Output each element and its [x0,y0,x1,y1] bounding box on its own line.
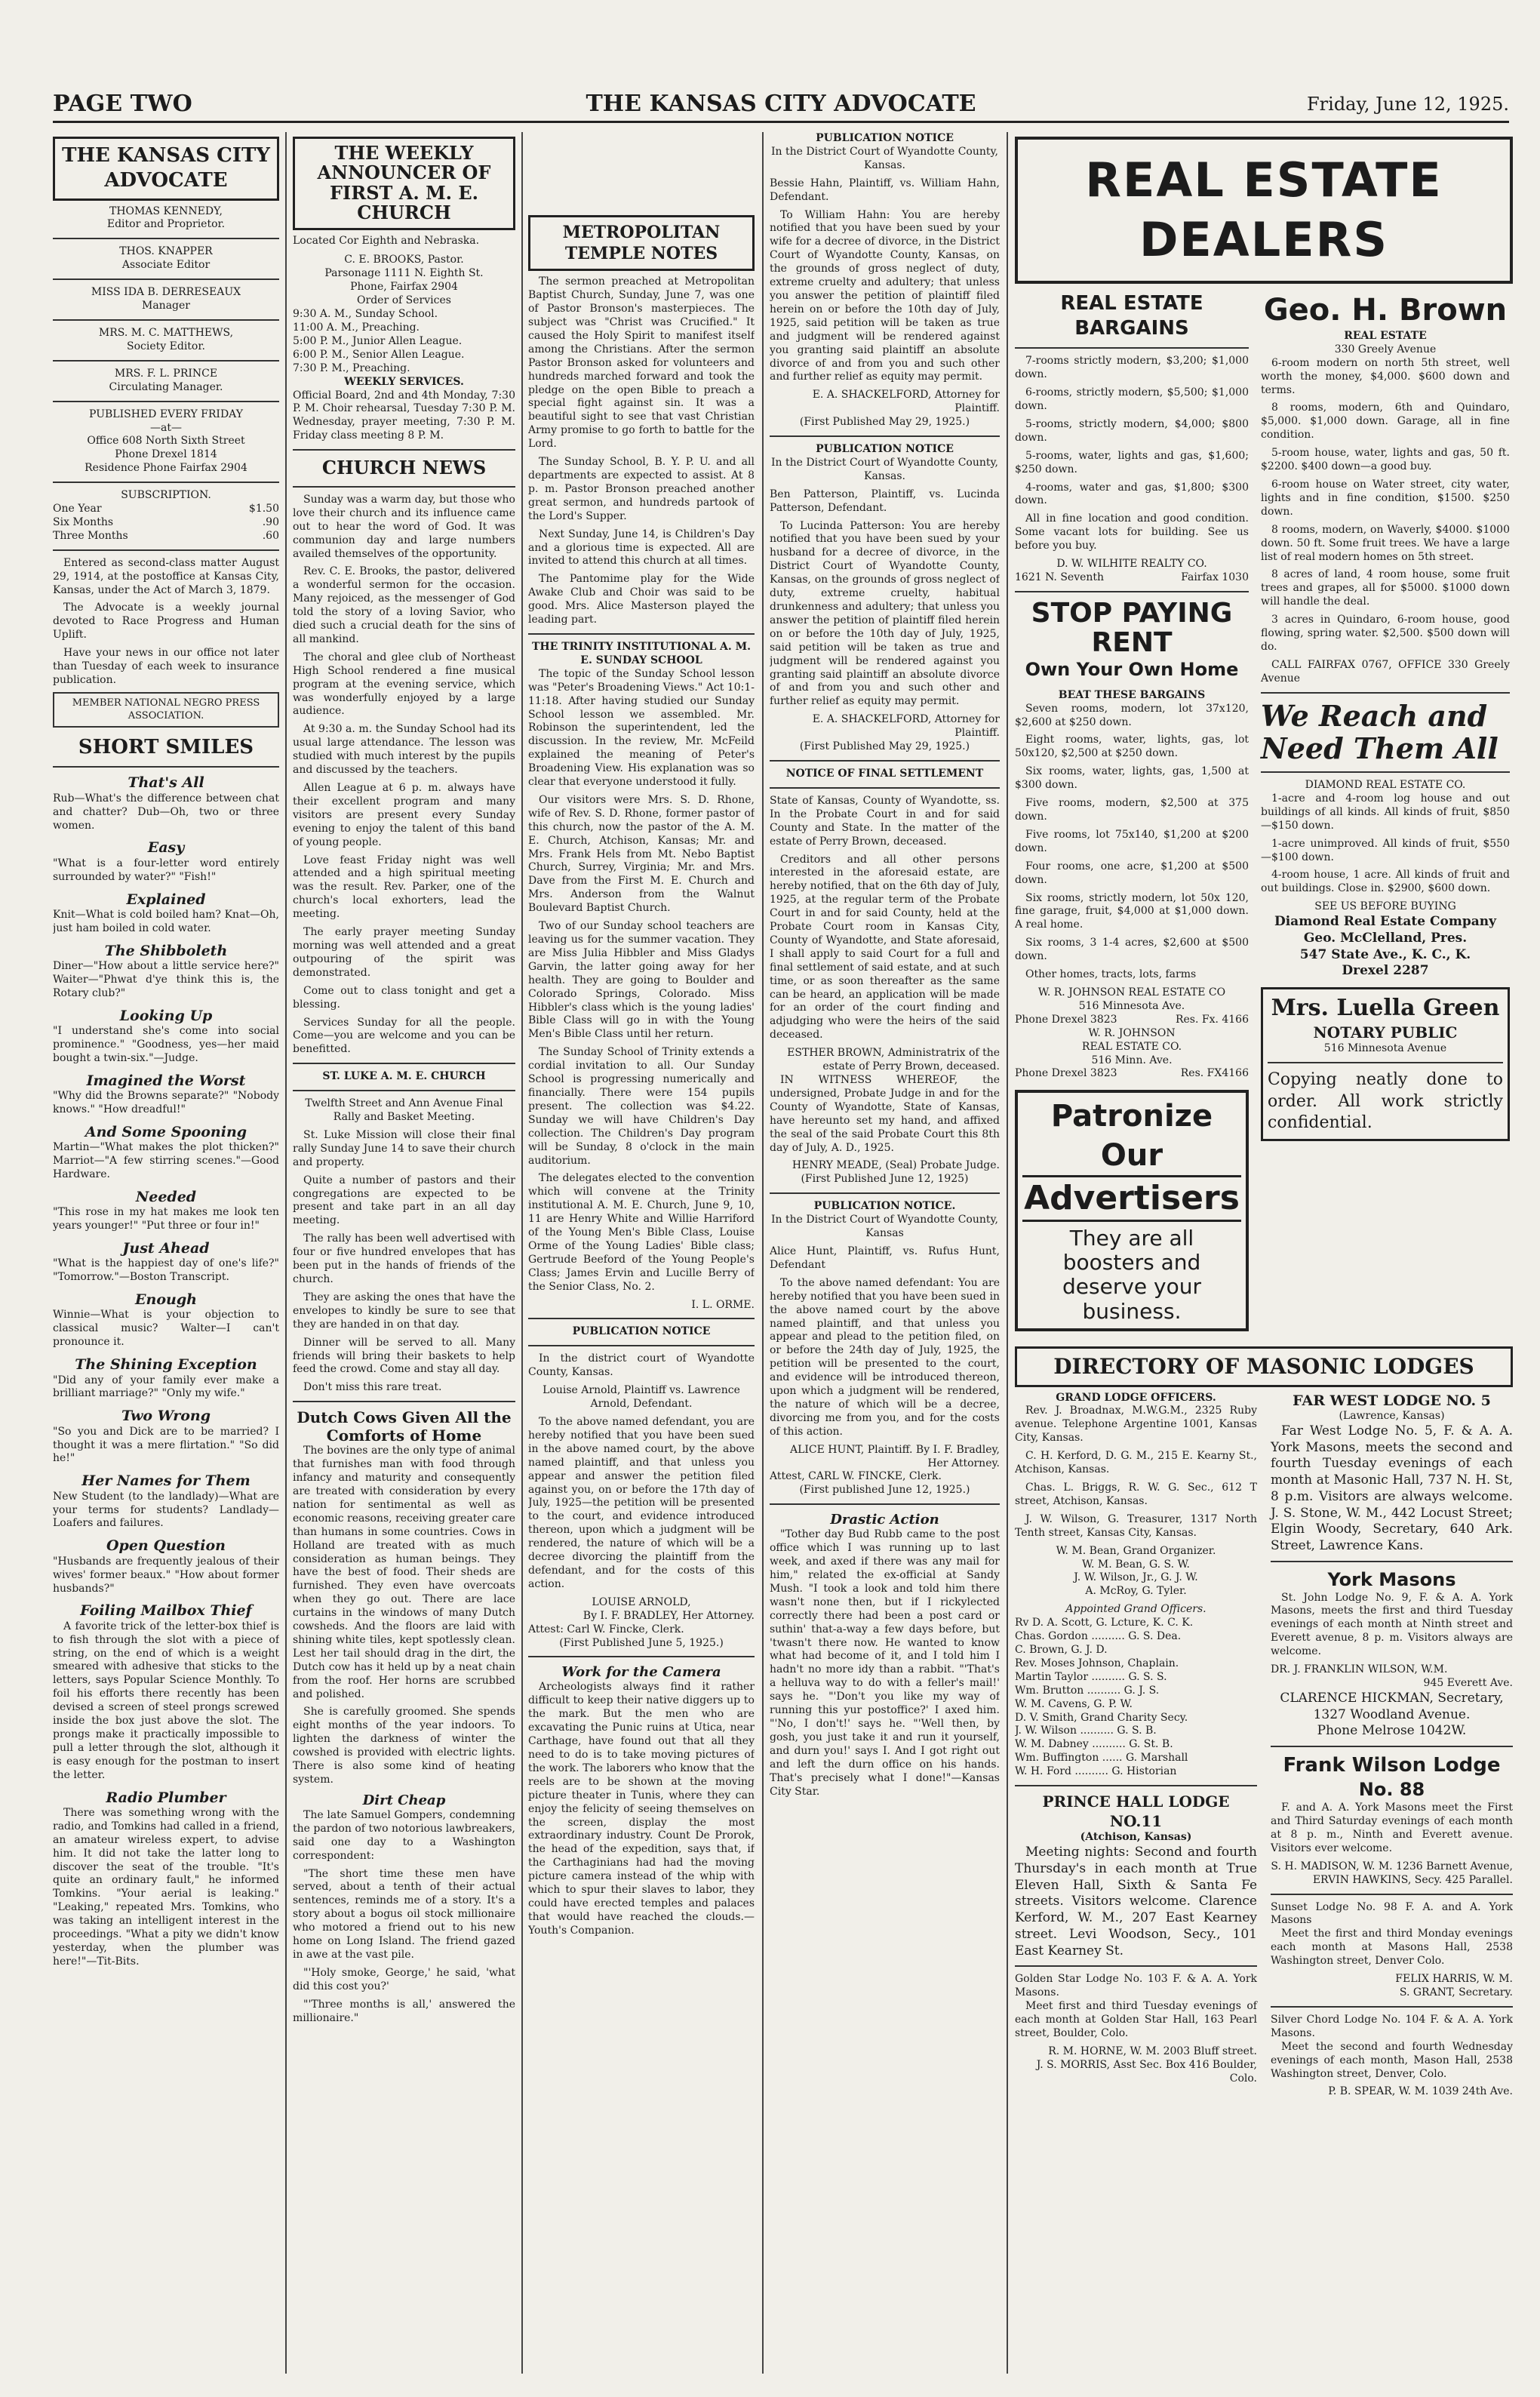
lodges-column: FAR WEST LODGE NO. 5 (Lawrence, Kansas) Far West Lodge No. 5, F. & A. A. York Masons, meets the second and fourth Tuesday evenings of each month at Masonic Hall, 737 N. H. St, 8 p.m. Visitors are always welcome. J. S. Stone, W. M., 442 Locust Street; Elgin Woody, Secretary, 640 Ark. Street, Lawrence Kans. York Masons St. John Lodge No. 9, F. & A. A. York Masons, meets the first and third Tuesday evenings of each month at Ninth street and Everett avenue, 8 p. m. Visitors always are welcome. DR. J. FRANKLIN WILSON, W.M. 945 Everett Ave. CLARENCE HICKMAN, Secretary, 1327 Woodland Avenue. Phone Melrose 1042W. Frank Wilson Lodge No. 88 F. and A. A. York Masons meet the First and Third Saturday evenings of each month at 8 p. m., Ninth and Everett avenue. Visitors ever welcome. S. H. MADISON, W. M. 1236 Barnett Avenue, ERVIN HAWKINS, Secy. 425 Parallel. Sunset Lodge No. 98 F. A. and A. York Masons Meet the first and third Monday evenings each month at Masons Hall, 2538 Washington street, Denver Colo. FELIX HARRIS, W. M. S. GRANT, Secretary. Silver Chord Lodge No. 104 F. & A. A. York Masons. Meet the second and fourth Wednesday evenings of each month, Mason Hall, 2538 Washington street, Denver, Colo. P. B. SPEAR, W. M. 1039 24th Ave. [1271,1392,1513,2098]
masonic-banner: DIRECTORY OF MASONIC LODGES [1015,1346,1513,1387]
column-rule [1007,132,1008,2374]
reach-head: We Reach and Need Them All [1261,698,1499,766]
service-list: 9:30 A. M., Sunday School. 11:00 A. M., Preaching. 5:00 P. M., Junior Allen League. 6:00 P. M., Senior Allen League. 7:30 P. M., Preaching. [293,308,465,374]
luke-news: St. Luke Mission will close their final rally Sunday June 14 to save their church and property. Quite a number of pastors and their congregations are expected to be present and take part in an all day meeting. The rally has been well advertised with four or five hundred envelopes that has been put in the hands of friends of the church. They are asking the ones that have the envelopes to kindly be sure to see that they are handed in on that day. Dinner will be served to all. Many friends will bring their baskets to help feed the crowd. Come and stay all day. Don't miss this rare treat. [293,1128,515,1394]
patronize-ad: Patronize Our Advertisers They are all boosters and deserve your business. [1015,1090,1249,1331]
notary-ad: Mrs. Luella Green NOTARY PUBLIC 516 Minnesota Avenue Copying neatly done to order. All work strictly confidential. [1261,987,1510,1141]
issue-date: Friday, June 12, 1925. [1307,94,1509,115]
brown-head: Geo. H. Brown [1263,292,1508,328]
dirt-head: Dirt Cheap [362,1792,446,1808]
brown-column: Geo. H. Brown REAL ESTATE 330 Greely Avenue 6-room modern on north 5th street, well worth the money, $4,000. $600 down and terms. 8 rooms, modern, 6th and Quindaro, $5,000. $1,000 down. Garage, all in fine condition. 5-room house, water, lights and gas, 50 ft. $2200. $400 down—a good buy. 6-room house on Water street, city water, lights and in fine condition, $1500. $250 down. 8 rooms, modern, on Waverly, $4000. $1000 down. 50 ft. Some fruit trees. We have a large list of real modern homes on 5th street. 8 acres of land, 4 room house, some fruit trees and grapes, all for $5000. $1000 down will handle the deal. 3 acres in Quindaro, 6-room house, good flowing, spring water. $2,500. $500 down will do. CALL FAIRFAX 0767, OFFICE 330 Greely Avenue We Reach and Need Them All DIAMOND REAL ESTATE CO. 1-acre and 4-room log house and out buildings of all kinds. All kinds of fruit, $850—$150 down. 1-acre unimproved. All kinds of fruit, $550—$100 down. 4-room house, 1 acre. All kinds of fruit and out buildings. Close in. $2900, $600 down. SEE US BEFORE BUYING Diamond Real Estate Company Geo. McClelland, Pres. 547 State Ave., K. C., K. Drexel 2287 Mrs. Luella Green NOTARY PUBLIC 516 Minnesota Avenue Copying neatly done to order. All work strictly confidential. [1261,291,1510,1336]
column-4: PUBLICATION NOTICE In the District Court of Wyandotte County, Kansas. Bessie Hahn, Plaintiff, vs. William Hahn, Defendant. To William Hahn: You are hereby notified that you have been sued by your wife for a decree of divorce, in the District Court of Wyandotte County, Kansas, on the grounds of gross neglect of duty, extreme cruelty and adultery; that unless you answer the petition of plaintiff filed herein on or before the 10th day of July, 1925, said petition will be taken as true and judgment will be rendered against you granting said plaintiff an absolute divorce of and from you and such other and further relief as equity may permit. E. A. SHACKELFORD, Attorney for Plaintiff. (First Published May 29, 1925.) PUBLICATION NOTICE In the District Court of Wyandotte County, Kansas. Ben Patterson, Plaintiff, vs. Lucinda Patterson, Defendant. To Lucinda Patterson: You are hereby notified that you have been sued by your husband for a decree of divorce, in the District Court of Wyandotte County, Kansas, on the grounds of gross neglect of duty, extreme cruelty, habitual drunkenness and adultery; that unless you answer the petition of plaintiff filed herein on or before the 10th day of July, 1925, said petition will be taken as true and judgment will be rendered against you granting said plaintiff an absolute divorce of and from you and such other and further relief as equity may permit. E. A. SHACKELFORD, Attorney for Plaintiff. (First Published May 29, 1925.) NOTICE OF FINAL SETTLEMENT State of Kansas, County of Wyandotte, ss. In the Probate Court in and for said County and State. In the matter of the estate of Perry Brown, deceased. Creditors and all other persons interested in the aforesaid estate, are hereby notified, that on the 6th day of July, 1925, at the regular term of the Probate Court in and for said County, held at the Probate Court room in Kansas City, County of Wyandotte, and State aforesaid, I shall apply to said Court for a full and final settlement of said estate, and at such time, or as soon thereafter as the same can be heard, an application will be made for an order of the court finding and adjudging who were the heirs of the said deceased. ESTHER BROWN, Administratrix of the estate of Perry Brown, deceased. IN WITNESS WHEREOF, the undersigned, Probate Judge in and for the County of Wyandotte, State of Kansas, have hereunto set my hand, and affixed the seal of the said Probate Court this 8th day of July, A. D., 1925. HENRY MEADE, (Seal) Probate Judge. (First Published June 12, 1925) PUBLICATION NOTICE. In the District Court of Wyandotte County, Kansas Alice Hunt, Plaintiff, vs. Rufus Hunt, Defendant To the above named defendant: You are hereby notified that you have been sued in the above named court by the above named plaintiff, and that unless you appear and plead to the petition filed, on or before the 24th day of July, 1925, the petition will be presented to the court, and evidence will be introduced thereon, upon which a judgment will be rendered, the nature of which will be a decree, divorcing me from you, and for the costs of this action. ALICE HUNT, Plaintiff. By I. F. Bradley, Her Attorney. Attest, CARL W. FINCKE, Clerk. (First published June 12, 1925.) Drastic Action "Tother day Bud Rubb came to the post office which I was running up to last week, and axed if there was any mail for him," related the ex-official at Sandy Mush. "I took a look and told him there wasn't none then, but if I rickylected correctly there had been a post card or suthin' that-a-way a few days before, but 'twasn't there now. He wanted to know what had become of it, and I told him I hadn't no more idy than a rabbit. "'That's a helluva way to do with a feller's mail!' says he. "'Don't you like my way of running this yur postoffice?' I axed him. "'No, I don't!' says he. "'Well then, by gosh, you just take it and run it yourself, and durn you!' says I. And I got right out and left the durn office on his hands. That's precisely what I done!"—Kansas City Star. [770,132,1000,1798]
masthead [53,91,1509,123]
metro-notes: The sermon preached at Metropolitan Baptist Church, Sunday, June 7, was one of Pastor Bronson's masterpieces. The subject was "Christ was Crucified." It caused the Holy Spirit to manifest itself among the Christians. After the sermon Pastor Bronson asked for volunteers and hundreds marched forward and took the pledge on the open Bible to preach a special fight against sin. It was a beautiful sight to see that vast Christian Army promise to go forth to battle for the Lord. The Sunday School, B. Y. P. U. and all departments are expected to assist. At 8 p. m. Pastor Bronson preached another great sermon, and hundreds partook of the Lord's Supper. Next Sunday, June 14, is Children's Day and a glorious time is expected. All are invited to attend this church at all times. The Pantomime play for the Wide Awake Club and Choir was said to be good. Mrs. Alice Masterson played the leading part. [528,275,755,626]
trinity-notes: The topic of the Sunday School lesson was "Peter's Broadening Views." Act 10:1-11:18. After having studied our Sunday School lesson we assembled. Mr. Robinson the superintendent, led the discussion. In the review, Mr. McFeild explained the meaning of Peter's Broadening View. His explanation was so clear that everyone understood it fully. Our visitors were Mrs. S. D. Rhone, wife of Rev. S. D. Rhone, former pastor of this church, now the pastor of the A. M. E. Church, Atchison, Kansas; Mr. and Mrs. Frank Hels from Mt. Nebo Baptist Church, Surrey, Virginia; Mr. and Mrs. Dave from the First M. E. Church and Mrs. Anderson from the Walnut Boulevard Baptist Church. Two of our Sunday school teachers are leaving us for the summer vacation. They are Miss Julia Hibbler and Miss Gladys Garvin, the latter going away for her health. They are going to Boulder and Colorado Springs, Colorado. Miss Hibbler's class which is the young ladies' Bible Class will go in with the Young Men's Bible Class until her return. The Sunday School of Trinity extends a cordial invitation to all. Our Sunday School is progressing numerically and financially. There were 154 pupils present. The collection was $4.22. Sunday we will have Children's Day collection. The Children's Day program will be Sunday, 8 o'clock in the main auditorium. The delegates elected to the convention which will convene at the Trinity institutional A. M. E. Church, June 9, 10, 11 are Henry White and Willie Harriford of the Young Men's Bible Class, Louise Orme of the Young Ladies' Bible class; Gertrude Beeford of the Young People's Class; James Ervin and Lucille Berry of the Senior Class, No. 2. [528,667,755,1293]
drastic-head: Drastic Action [830,1512,939,1528]
masonic-directory [1015,1392,1513,2100]
column-1 [53,132,279,2381]
weekly-services: Official Board, 2nd and 4th Monday, 7:30 P. M. Choir rehearsal, Tuesday 7:30 P. M. Wednesday, prayer meeting, 7:30 P. M. Friday class meeting 8 P. M. [293,389,515,442]
dirt-article: The late Samuel Gompers, condemning the pardon of two notorious lawbreakers, said one day to a Washington correspondent: "The short time these men have served, about a tenth of their actual sentences, reminds me of a story. It's a story about a bogus oil stock millionaire who motored a friend out to his new home on Long Island. The friend gazed in awe at the vast pile. "'Holy smoke, George,' he said, 'what did this cost you?' "'Three months is all,' answered the millionaire." [293,1808,515,2024]
page-number: PAGE TWO [53,91,192,117]
trinity-head: THE TRINITY INSTITUTIONAL A. M. E. SUNDAY SCHOOL [532,640,751,666]
staff-entry: MRS. F. L. PRINCE Circulating Manager. [109,367,223,393]
column-rule [285,132,287,2374]
publishing-info: PUBLISHED EVERY FRIDAY —at— Office 608 North Sixth Street Phone Drexel 1814 Residence Phone Fairfax 2904 [85,408,247,475]
real-estate-banner: REAL ESTATE DEALERS [1015,137,1513,284]
church-news: Sunday was a warm day, but those who love their church and its influence came out to hear the word of God. It was communion day and large numbers availed themselves of the opportunity. Rev. C. E. Brooks, the pastor, delivered a wonderful sermon for the occasion. Many rejoiced, as the messenger of God told the story of a loving Savior, who died such a crucial death for the sins of all mankind. The choral and glee club of Northeast High School rendered a fine musical program at the evening service, which was wonderfully enjoyed by a large audience. At 9:30 a. m. the Sunday School had its usual large attendance. The lesson was studied with much interest by the pupils and discussed by the teachers. Allen League at 6 p. m. always have their excellent program and many visitors are present every Sunday evening to enjoy the talent of this band of young people. Love feast Friday night was well attended and a high spiritual meeting was the result. Rev. Parker, one of the church's local exhorters, lead the meeting. The early prayer meeting Sunday morning was well attended and a great outpouring of the spirit was demonstrated. Come out to class tonight and get a blessing. Services Sunday for all the people. Come—you are welcome and you can be benefitted. [293,493,515,1056]
entered-note: Entered as second-class matter August 29, 1914, at the postoffice at Kansas City, Kansas, under the Act of March 3, 1879. [53,556,279,596]
staff-entry: MRS. M. C. MATTHEWS, Society Editor. [98,326,234,352]
staff-entry: MISS IDA B. DERRESEAUX Manager [91,286,241,312]
pastor-info: C. E. BROOKS, Pastor. Parsonage 1111 N. Eighth St. Phone, Fairfax 2904 Order of Services [324,254,484,307]
weekly-note: The Advocate is a weekly journal devoted to Race Progress and Human Uplift. [53,602,279,642]
news-note: Have your news in our office not later than Tuesday of each week to insurance publication. [53,647,279,686]
publication-notice-head: PUBLICATION NOTICE [572,1325,711,1338]
cows-article: The bovines are the only type of animal that furnishes man with food through infancy and maturity and consequently are treated with consideration by every nation for sentimental as well as economic reasons, receiving greater care than humans in some countries. Cows in Holland are treated with as much consideration as human beings. They have the best of food. Their sheds are furnished. They even have overcoats when they go out. There are lace curtains in the windows of many Dutch cowsheds. And the floors are laid with shining white tiles, kept spotlessly clean. Lest her tail should drag in the dirt, the Dutch cow has it held up by a neat chain from the roof. Her horns are scrubbed and polished. She is carefully groomed. She spends eight months of the year indoors. To lighten the darkness of winter the cowshed is provided with electric lights. There is also some kind of heating system. [293,1445,515,1786]
column-rule [521,132,523,2374]
subscription-table: One Year $1.50 Six Months .90 Three Months .60 [53,503,279,542]
real-estate-row [1015,291,1513,1336]
metro-box [528,215,755,271]
staff-entry: THOMAS KENNEDY, Editor and Proprietor. [106,205,226,231]
column-3: METROPOLITAN TEMPLE NOTES The sermon preached at Metropolitan Baptist Church, Sunday, June 7, was one of Pastor Bronson's masterpieces. The subject was "Christ was Crucified." It caused the Holy Spirit to manifest itself among the Christians. After the sermon Pastor Bronson asked for volunteers and hundreds marched forward and took the pledge on the open Bible to preach a special fight against sin. It was a beautiful sight to see that vast Christian Army promise to go forth to battle for the Lord. The Sunday School, B. Y. P. U. and all departments are expected to assist. At 8 p. m. Pastor Bronson preached another great sermon, and hundreds partook of the Lord's Supper. Next Sunday, June 14, is Children's Day and a glorious time is expected. All are invited to attend this church at all times. The Pantomime play for the Wide Awake Club and Choir was said to be good. Mrs. Alice Masterson played the leading part. THE TRINITY INSTITUTIONAL A. M. E. SUNDAY SCHOOL The topic of the Sunday School lesson was "Peter's Broadening Views." Act 10:1-11:18. After having studied our Sunday School lesson we assembled. Mr. Robinson the superintendent, led the discussion. In the review, Mr. McFeild explained the meaning of Peter's Broadening View. His explanation was so clear that everyone understood it fully. Our visitors were Mrs. S. D. Rhone, wife of Rev. S. D. Rhone, former pastor of this church, now the pastor of the A. M. E. Church, Atchison, Kansas; Mr. and Mrs. Frank Hels from Mt. Nebo Baptist Church, Surrey, Virginia; Mr. and Mrs. Dave from the First M. E. Church and Mrs. Anderson from the Walnut Boulevard Baptist Church. Two of our Sunday school teachers are leaving us for the summer vacation. They are Miss Julia Hibbler and Miss Gladys Garvin, the latter going away for her health. They are going to Boulder and Colorado Springs, Colorado. Miss Hibbler's class which is the young ladies' Bible Class will go in with the Young Men's Bible Class until her return. The Sunday School of Trinity extends a cordial invitation to all. Our Sunday School is progressing numerically and financially. There were 154 pupils present. The collection was $4.22. Sunday we will have Children's Day collection. The Children's Day program will be Sunday, 8 o'clock in the main auditorium. The delegates elected to the convention which will convene at the Trinity institutional A. M. E. Church, June 9, 10, 11 are Henry White and Willie Harriford of the Young Men's Bible Class, Louise Orme of the Young Ladies' Bible class; Gertrude Beeford of the Young People's Class; James Ervin and Lucille Berry of the Senior Class, No. 2. I. L. ORME. PUBLICATION NOTICE In the district court of Wyandotte County, Kansas. Louise Arnold, Plaintiff vs. Lawrence Arnold, Defendant. To the above named defendant, you are hereby notified that you have been sued in the above named court, by the above named plaintiff, and that unless you appear and answer the petition filed against you, on or before the 17th day of July, 1925—the petition will be presented to the court, and evidence introduced thereon, upon which a judgment will be rendered, the nature of which will be a decree divorcing the plaintiff from the defendant, and for the costs of this action. LOUISE ARNOLD, By I. F. BRADLEY, Her Attorney. Attest: Carl W. Fincke, Clerk. (First Published June 5, 1925.) Work for the Camera Archeologists always find it rather difficult to keep their native diggers up to the mark. But the men who are excavating the Punic ruins at Utica, near Carthage, have found out that all they need to do is to take moving pictures of the work. The laborers who know that the reels are to be shown at the moving picture theater in Tunis, where they can enjoy the felicity of seeing themselves on the screen, display the most extraordinary industry. Count De Prorok, the head of the expedition, says that, if the Carthaginians had had the moving picture camera instead of the whip with which to spur their slaves to labor, they could have erected temples and palaces that would have reached the clouds.—Youth's Companion. [528,132,755,2381]
stop-paying-head: STOP PAYING RENT [1031,597,1233,659]
short-smiles-head: SHORT SMILES [78,736,254,759]
grand-lodge-column: GRAND LODGE OFFICERS. Rev. J. Broadnax, M.W.G.M., 2325 Ruby avenue. Telephone Argentine 1001, Kansas City, Kansas. C. H. Kerford, D. G. M., 215 E. Kearny St., Atchison, Kansas. Chas. L. Briggs, R. W. G. Sec., 612 T street, Atchison, Kansas. J. W. Wilson, G. Treasurer, 1317 North Tenth street, Kansas City, Kansas. W. M. Bean, Grand Organizer. W. M. Bean, G. S. W. J. W. Wilson, Jr., G. J. W. A. McRoy, G. Tyler. Appointed Grand Officers. Rv D. A. Scott, G. Lcture, K. C. K. Chas. Gordon .......... G. S. Dea. C. Brown, G. J. D. Rev. Moses Johnson, Chaplain. Martin Taylor .......... G. S. S. Wm. Brutton .......... G. J. S. W. M. Cavens, G. P. W. D. V. Smith, Grand Charity Secy. J. W. Wilson .......... G. S. B. W. M. Dabney .......... G. St. B. Wm. Buffington ...... G. Marshall W. H. Ford .......... G. Historian PRINCE HALL LODGE NO.11 (Atchison, Kansas) Meeting nights: Second and fourth Thursday's in each month at True Eleven Hall, Sixth & Santa Fe streets. Visitors welcome. Clarence Kerford, W. M., 207 East Kearney street. Levi Woodson, Secy., 101 East Kearney St. Golden Star Lodge No. 103 F. & A. A. York Masons. Meet first and third Tuesday evenings of each month at Golden Star Hall, 163 Pearl street, Boulder, Colo. R. M. HORNE, W. M. 2003 Bluff street. J. S. MORRIS, Asst Sec. Box 416 Boulder, Colo. [1015,1391,1257,2085]
metro-head: METROPOLITAN TEMPLE NOTES [562,223,721,264]
drastic-article: "Tother day Bud Rubb came to the post office which I was running up to last week, and axed if there was any mail for him," related the ex-official at Sandy Mush. "I took a look and told him there wasn't none then, but if I rickylected correctly there had been a post card or suthin' that-a-way a few days before, but 'twasn't there now. He wanted to know what had become of it, and I told him I hadn't no more idy than a rabbit. "'That's a helluva way to do with a feller's mail!' says he. "'Don't you like my way of running this yur postoffice?' I axed him. "'No, I don't!' says he. "'Well then, by gosh, you just take it and run it yourself, and durn you!' says I. And I got right out and left the durn office on his hands. That's precisely what I done!"—Kansas City Star. [770,1528,1000,1798]
paper-info-box [53,137,279,201]
luke-head: ST. LUKE A. M. E. CHURCH [322,1070,486,1083]
column-5 [1015,132,1513,2381]
column-rule [762,132,764,2374]
bargains-column: REAL ESTATE BARGAINS 7-rooms strictly modern, $3,200; $1,000 down. 6-rooms, strictly modern, $5,500; $1,000 down. 5-rooms, strictly modern, $4,000; $800 down. 5-rooms, water, lights and gas, $1,600; $250 down. 4-rooms, water and gas, $1,800; $300 down. All in fine location and good condition. Some vacant lots for building. See us before you buy. D. W. WILHITE REALTY CO. 1621 N. Seventh Fairfax 1030 STOP PAYING RENT Own Your Own Home BEAT THESE BARGAINS Seven rooms, modern, lot 37x120, $2,600 at $250 down. Eight rooms, water, lights, gas, lot 50x120, $2,500 at $250 down. Six rooms, water, lights, gas, 1,500 at $300 down. Five rooms, modern, $2,500 at 375 down. Five rooms, lot 75x140, $1,200 at $200 down. Four rooms, one acre, $1,200 at $500 down. Six rooms, strictly modern, lot 50x 120, fine garage, fruit, $4,000 at $1,000 down. A real home. Six rooms, 3 1-4 acres, $2,600 at $500 down. Other homes, tracts, lots, farms W. R. JOHNSON REAL ESTATE CO 516 Minnesota Ave. Phone Drexel 3823 Res. Fx. 4166 W. R. JOHNSON REAL ESTATE CO. 516 Minn. Ave. Phone Drexel 3823 Res. FX4166 Patronize Our Advertisers They are all boosters and deserve your business. [1015,291,1249,1336]
announcer-box [293,137,515,230]
column-2: THE WEEKLY ANNOUNCER OF FIRST A. M. E. CHURCH Located Cor Eighth and Nebraska. C. E. BROOKS, Pastor. Parsonage 1111 N. Eighth St. Phone, Fairfax 2904 Order of Services 9:30 A. M., Sunday School. 11:00 A. M., Preaching. 5:00 P. M., Junior Allen League. 6:00 P. M., Senior Allen League. 7:30 P. M., Preaching. WEEKLY SERVICES. Official Board, 2nd and 4th Monday, 7:30 P. M. Choir rehearsal, Tuesday 7:30 P. M. Wednesday, prayer meeting, 7:30 P. M. Friday class meeting 8 P. M. CHURCH NEWS Sunday was a warm day, but those who love their church and its influence came out to hear the word of God. It was communion day and large numbers availed themselves of the opportunity. Rev. C. E. Brooks, the pastor, delivered a wonderful sermon for the occasion. Many rejoiced, as the messenger of God told the story of a loving Savior, who died such a crucial death for the sins of all mankind. The choral and glee club of Northeast High School rendered a fine musical program at the evening service, which was wonderfully enjoyed by a large audience. At 9:30 a. m. the Sunday School had its usual large attendance. The lesson was studied with much interest by the pupils and discussed by the teachers. Allen League at 6 p. m. always have their excellent program and many visitors are present every Sunday evening to enjoy the talent of this band of young people. Love feast Friday night was well attended and a high spiritual meeting was the result. Rev. Parker, one of the church's local exhorters, lead the meeting. The early prayer meeting Sunday morning was well attended and a great outpouring of the spirit was demonstrated. Come out to class tonight and get a blessing. Services Sunday for all the people. Come—you are welcome and you can be benefitted. ST. LUKE A. M. E. CHURCH Twelfth Street and Ann Avenue Final Rally and Basket Meeting. St. Luke Mission will close their final rally Sunday June 14 to save their church and property. Quite a number of pastors and their congregations are expected to be present and take part in an all day meeting. The rally has been well advertised with four or five hundred envelopes that has been put in the hands of friends of the church. They are asking the ones that have the envelopes to kindly be sure to see that they are handed in on that day. Dinner will be served to all. Many friends will bring their baskets to help feed the crowd. Come and stay all day. Don't miss this rare treat. Dutch Cows Given All the Comforts of Home The bovines are the only type of animal that furnishes man with food through infancy and maturity and consequently are treated with consideration by every nation for sentimental as well as economic reasons, receiving greater care than humans in some countries. Cows in Holland are treated with as much consideration as human beings. They have the best of food. Their sheds are furnished. They even have overcoats when they go out. There are lace curtains in the windows of many Dutch cowsheds. And the floors are laid with shining white tiles, kept spotlessly clean. Lest her tail should drag in the dirt, the Dutch cow has it held up by a neat chain from the roof. Her horns are scrubbed and polished. She is carefully groomed. She spends eight months of the year indoors. To lighten the darkness of winter the cowshed is provided with electric lights. There is also some kind of heating system. Dirt Cheap The late Samuel Gompers, condemning the pardon of two notorious lawbreakers, said one day to a Washington correspondent: "The short time these men have served, about a tenth of their actual sentences, reminds me of a story. It's a story about a bogus oil stock millionaire who motored a friend out to his new home on Long Island. The friend gazed in awe at the vast pile. "'Holy smoke, George,' he said, 'what did this cost you?' "'Three months is all,' answered the millionaire." [293,132,515,2381]
subscription-head: SUBSCRIPTION. [121,489,211,502]
cows-head: Dutch Cows Given All the Comforts of Home [297,1408,512,1445]
camera-head: Work for the Camera [561,1664,721,1681]
camera-article: Archeologists always find it rather difficult to keep their native diggers up to the mark. But the men who are excavating the Punic ruins at Utica, near Carthage, have found out that all they need to do is to take moving pictures of the work. The laborers who know that the reels are to be shown at the moving picture theater in Tunis, where they can enjoy the felicity of seeing themselves on the screen, display the most extraordinary industry. Count De Prorok, the head of the expedition, says that, if the Carthaginians had had the moving picture camera instead of the whip with which to spur their slaves to labor, they could have erected temples and palaces that would have reached the clouds.—Youth's Companion. [528,1681,755,1937]
smiles-list: That's All Rub—What's the difference between chat and chatter? Dub—Oh, two or three women. Easy "What is a four-letter word entirely surrounded by water?" "Fish!" Explained Knit—What is cold boiled ham? Knat—Oh, just ham boiled in cold water. The Shibboleth Diner—"How about a little service here?" Waiter—"Phwat d'ye think this is, the Rotary club?" Looking Up "I understand she's come into social prominence." "Goodness, yes—her maid bought a twin-six."—Judge. Imagined the Worst "Why did the Browns separate?" "Nobody knows." "How dreadful!" And Some Spooning Martin—"What makes the plot thicken?" Marriot—"A few stirring scenes."—Good Hardware. Needed "This rose in my hat makes me look ten years younger!" "Put three or four in!" Just Ahead "What is the happiest day of one's life?" "Tomorrow."—Boston Transcript. Enough Winnie—What is your objection to classical music? Walter—I can't pronounce it. The Shining Exception "Did any of your family ever make a brilliant marriage?" "Only my wife." Two Wrong "So you and Dick are to be married? I thought it was a mere flirtation." "So did he!" Her Names for Them New Student (to the landlady)—What are your terms for students? Landlady—Loafers and failures. Open Question "Husbands are frequently jealous of their wives' former beaux." "How about former husbands?" Foiling Mailbox Thief A favorite trick of the letter-box thief is to fish through the slot with a piece of string, on the end of which is a weight smeared with adhesive that sticks to the letters, says Popular Science Monthly. To foil his efforts there recently has been devised a screen of steel prongs screwed inside the box just above the slot. The prongs make it practically impossible to pull a letter through the slot, although it is easy enough for the postman to insert the letter. Radio Plumber There was something wrong with the radio, and Tomkins had called in a friend, an amateur wireless expert, to advise him. It did not take the latter long to discover the seat of the trouble. "It's quite an ordinary fault," he informed Tomkins. "Your aerial is leaking." "Leaking," repeated Mrs. Tomkins, who was taking an intelligent interest in the proceedings. "What a pity we didn't know yesterday, when the plumber was here!"—Tit-Bits. [53,774,279,1968]
announcer-title: THE WEEKLY ANNOUNCER OF FIRST A. M. E. CHURCH [317,142,491,224]
church-news-head: CHURCH NEWS [321,457,487,479]
paper-name: THE KANSAS CITY ADVOCATE [586,91,976,117]
bargains-head: REAL ESTATE BARGAINS [1060,291,1203,340]
member-box: MEMBER NATIONAL NEGRO PRESS ASSOCIATION. [53,692,279,728]
paper-title: THE KANSAS CITY ADVOCATE [62,144,270,192]
staff-entry: THOS. KNAPPER Associate Editor [119,245,213,272]
